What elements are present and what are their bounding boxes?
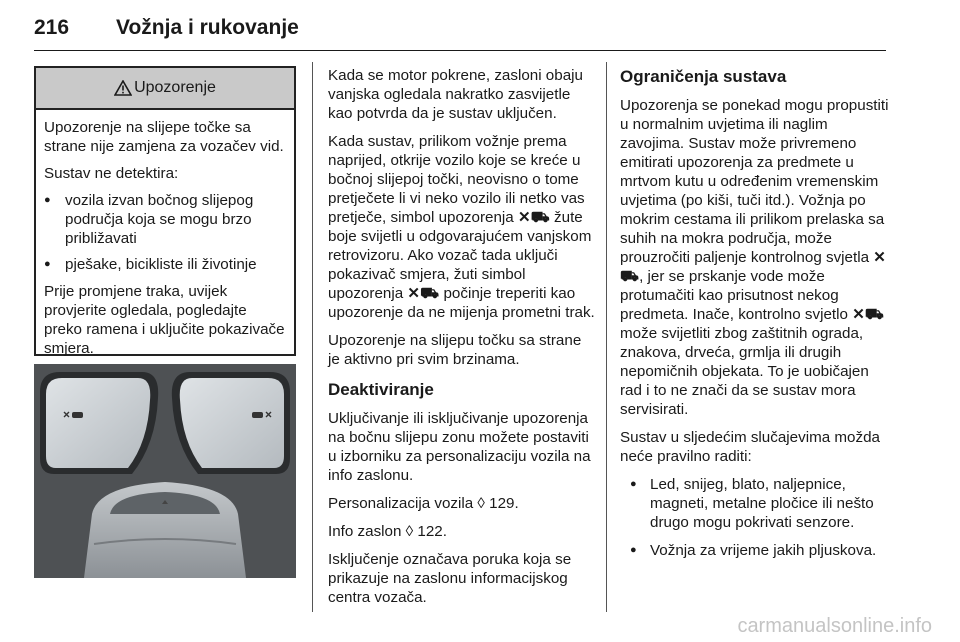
blind-spot-warning-icon: ✕⛟ xyxy=(852,306,885,323)
right-column xyxy=(620,66,890,569)
warning-header xyxy=(36,68,294,110)
middle-column xyxy=(328,66,596,616)
list-item: ● Led, snijeg, blato, naljepnice, magneti, metalne pločice ili nešto drugo mogu pokrivati senzore. xyxy=(620,475,890,532)
warning-body xyxy=(36,110,294,358)
list-item: ● Vožnja za vrijeme jakih pljuskova. xyxy=(620,541,890,560)
paragraph-text: može svijetliti zbog zaštitnih ograda, znakova, drveća, grmlja ili drugih nepomičnih objekata. To je uobičajen rad i to ne znači da se sustav mora servisirati. xyxy=(620,325,869,418)
page-header xyxy=(34,16,886,51)
warning-title: Upozorenje xyxy=(134,79,216,96)
list-item: ● vozila izvan bočnog slijepog područja koja se mogu brzo približavati xyxy=(44,191,286,248)
warning-box xyxy=(34,66,296,356)
paragraph: Upozorenje na slijepu točku sa strane je aktivno pri svim brzinama. xyxy=(328,332,582,368)
warning-paragraph: Prije promjene traka, uvijek provjerite ogledala, pogledajte preko ramena i uključite pokazivače smjera. xyxy=(44,283,285,357)
paragraph xyxy=(328,132,596,322)
warning-list xyxy=(44,191,286,274)
warning-paragraph: Upozorenje na slijepe točke sa strane nije zamjena za vozačev vid. xyxy=(44,119,284,155)
paragraph xyxy=(620,96,890,419)
section-heading-deactivation: Deaktiviranje xyxy=(328,380,434,399)
column-divider xyxy=(606,62,607,612)
paragraph-text: Upozorenja se ponekad mogu propustiti u normalnim uvjetima ili naglim zavojima. Sustav može privremeno emitirati upozorenja za predmete u mrtvom kutu u određenim vremenskim uvjetima (po kiši, tuči itd.). Vožnja po mokrim cestama ili prilikom prelaska sa suhih na mokra područja, može prouzročiti paljenje kontrolnog svjetla xyxy=(620,97,889,266)
list-item: ● pješake, bicikliste ili životinje xyxy=(44,255,286,274)
paragraph-text: , jer se prskanje vode može protumačiti kao prisutnost nekog predmeta. Inače, kontrolno svjetlo xyxy=(620,268,848,323)
mirror-illustration xyxy=(34,364,296,578)
cross-reference-vehicle-personalization[interactable]: Personalizacija vozila ◊ 129. xyxy=(328,495,519,512)
paragraph: Kada se motor pokrene, zasloni obaju vanjska ogledala nakratko zasvijetle kao potvrda da je sustav uključen. xyxy=(328,67,583,122)
blind-spot-warning-icon: ✕⛟ xyxy=(407,285,440,302)
warning-paragraph: Sustav ne detektira: xyxy=(44,165,179,182)
paragraph-text: žute boje svijetli u odgovarajućem vanjskom retrovizoru. Ako vozač tada uključi pokazivač smjera, žuti simbol upozorenja xyxy=(328,209,592,302)
limitations-list xyxy=(620,475,890,560)
paragraph: Isključenje označava poruka koja se prikazuje na zaslonu informacijskog centra vozača. xyxy=(328,551,572,606)
warning-triangle-icon xyxy=(114,80,132,96)
blind-spot-warning-icon: ✕⛟ xyxy=(620,249,887,285)
blind-spot-warning-icon: ✕⛟ xyxy=(517,209,550,226)
watermark: carmanualsonline.info xyxy=(737,615,932,637)
cross-reference-info-display[interactable]: Info zaslon ◊ 122. xyxy=(328,523,447,540)
page-number: 216 xyxy=(34,16,70,39)
paragraph: Sustav u sljedećim slučajevima možda neće pravilno raditi: xyxy=(620,429,880,465)
blind-spot-mirrors-image xyxy=(34,364,296,578)
section-heading-system-limits: Ograničenja sustava xyxy=(620,67,787,86)
column-divider xyxy=(312,62,313,612)
paragraph-text: Kada sustav, prilikom vožnje prema naprijed, otkrije vozilo koje se kreće u bočnoj slijepoj točki, neovisno o tome pretječete li vi neko vozilo ili netko vas pretječe, simbol upozorenja xyxy=(328,133,585,226)
right-mirror-glass xyxy=(180,378,284,468)
left-mirror-glass xyxy=(46,378,150,468)
paragraph: Uključivanje ili isključivanje upozorenja na bočnu slijepu zonu možete postaviti u izborniku za personalizaciju vozila na info zaslonu. xyxy=(328,410,591,484)
paragraph-text: počinje treperiti kao upozorenje da ne mijenja prometni trak. xyxy=(328,285,595,321)
page-title: Vožnja i rukovanje xyxy=(116,16,299,39)
